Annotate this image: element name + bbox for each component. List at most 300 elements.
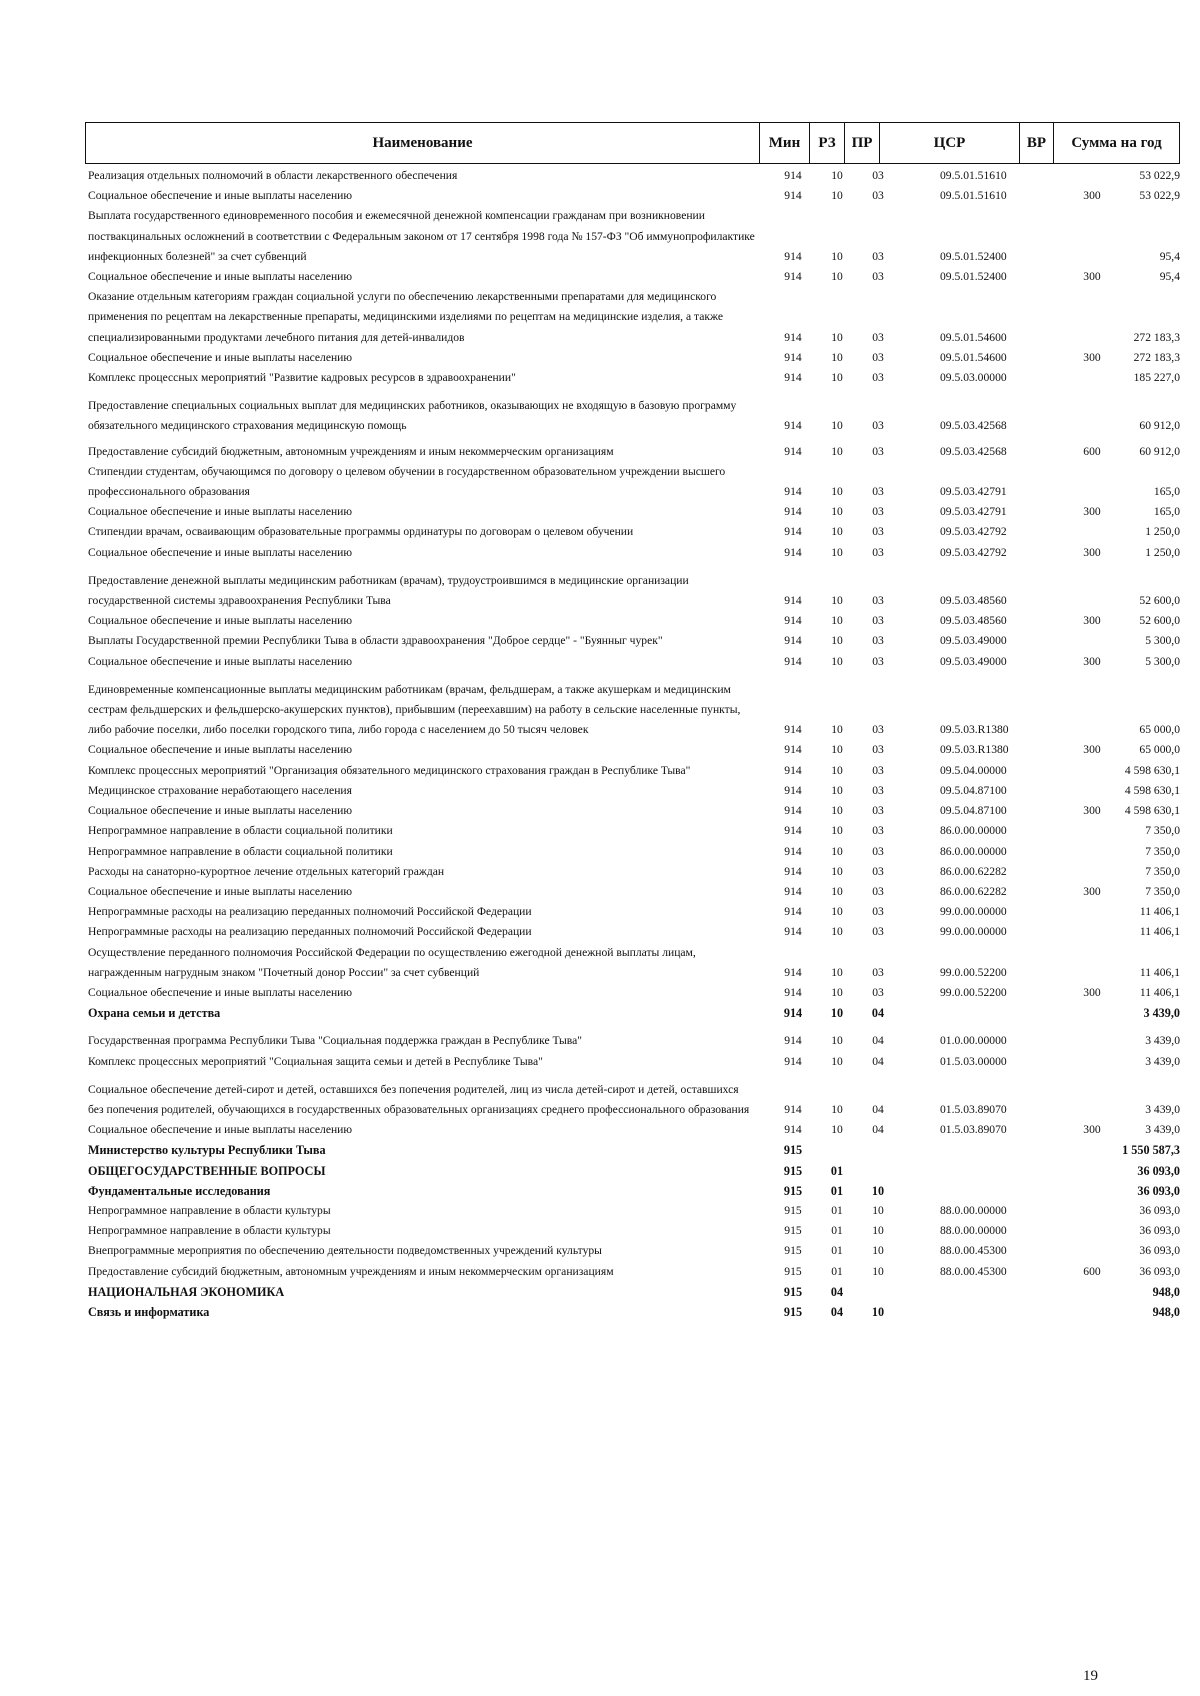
row-name: Внепрограммные мероприятия по обеспечению деятельности подведомственных учреждений культуры [88, 1244, 602, 1258]
row-sum: 36 093,0 [1139, 1224, 1180, 1238]
row-sum: 65 000,0 [1139, 723, 1180, 737]
row-rz: 10 [831, 505, 843, 519]
row-min: 914 [784, 824, 802, 838]
row-min: 914 [784, 783, 802, 797]
row-sum: 60 912,0 [1139, 419, 1180, 433]
table-row [85, 1302, 1180, 1322]
row-sum: 7 350,0 [1145, 864, 1180, 878]
row-min: 914 [784, 485, 802, 499]
row-sum: 948,0 [1152, 1284, 1180, 1299]
row-name: Социальное обеспечение и иные выплаты населению [88, 804, 353, 818]
row-name: Социальное обеспечение и иные выплаты населению [88, 884, 353, 898]
row-rz: 10 [831, 525, 843, 539]
row-pr: 10 [871, 1183, 885, 1198]
row-min: 914 [784, 249, 802, 263]
row-min: 914 [784, 419, 802, 433]
row-rz: 10 [831, 169, 843, 182]
row-csr: 09.5.01.52400 [940, 249, 1007, 263]
row-min: 914 [784, 545, 802, 559]
row-sum: 52 600,0 [1139, 594, 1180, 608]
row-pr: 10 [872, 1244, 884, 1258]
row-rz: 10 [831, 419, 843, 433]
row-rz: 10 [831, 1102, 843, 1116]
row-rz: 10 [831, 654, 843, 668]
row-pr: 10 [871, 1304, 885, 1319]
row-pr: 04 [872, 1034, 884, 1048]
row-pr: 03 [872, 270, 884, 284]
table-row [85, 652, 1180, 672]
row-csr: 99.0.00.52200 [940, 985, 1007, 999]
table-row [85, 1031, 1180, 1051]
row-pr: 03 [872, 743, 884, 757]
table-row [85, 571, 1180, 611]
row-csr: 86.0.00.00000 [940, 824, 1007, 838]
table-row [85, 1140, 1180, 1160]
table-row [85, 902, 1180, 922]
row-csr: 86.0.00.62282 [940, 884, 1007, 898]
row-rz: 10 [831, 545, 843, 559]
row-name: Расходы на санаторно-курортное лечение отдельных категорий граждан [88, 864, 445, 878]
table-row [85, 267, 1180, 287]
row-vr: 300 [1083, 1123, 1101, 1137]
row-name: Социальное обеспечение и иные выплаты населению [88, 654, 353, 668]
row-csr: 09.5.04.00000 [940, 763, 1007, 777]
header-rz: РЗ [809, 123, 844, 163]
row-csr: 01.0.00.00000 [940, 1034, 1007, 1048]
table-row [85, 862, 1180, 882]
row-sum: 272 183,3 [1133, 350, 1180, 364]
row-pr: 03 [872, 485, 884, 499]
row-csr: 09.5.01.51610 [940, 169, 1007, 182]
row-pr: 03 [872, 925, 884, 939]
row-min: 915 [783, 1143, 803, 1158]
row-name: Непрограммное направление в области социальной политики [88, 844, 393, 858]
row-sum: 11 406,1 [1139, 925, 1180, 939]
row-rz: 10 [831, 763, 843, 777]
row-csr: 86.0.00.00000 [940, 844, 1007, 858]
row-sum: 11 406,1 [1139, 905, 1180, 919]
row-min: 914 [784, 763, 802, 777]
row-name: Предоставление денежной выплаты медицинским работникам (врачам), трудоустроившимся в медицинские организации государственной системы здравоохранения Республики Тыва [88, 573, 689, 608]
row-sum: 11 406,1 [1139, 965, 1180, 979]
row-rz: 10 [831, 371, 843, 385]
row-vr: 300 [1083, 985, 1101, 999]
row-name: Оказание отдельным категориям граждан социальной услуги по обеспечению лекарственными препаратами для медицинского применения по рецептам на лекарственные препараты, медицинскими изделиями по рецептам на медицинские изделия, а также специализированными продуктами лечебного питания для детей-инвалидов [88, 290, 723, 344]
row-vr: 300 [1083, 804, 1101, 818]
table-row [85, 882, 1180, 902]
row-vr: 300 [1083, 654, 1101, 668]
row-sum: 5 300,0 [1145, 634, 1180, 648]
row-name: Социальное обеспечение и иные выплаты населению [88, 350, 353, 364]
row-min: 914 [784, 654, 802, 668]
row-sum: 1 250,0 [1145, 525, 1180, 539]
row-rz: 10 [831, 594, 843, 608]
header-min: Мин [759, 123, 809, 163]
row-pr: 03 [872, 634, 884, 648]
table-row [85, 1262, 1180, 1282]
row-name: Социальное обеспечение и иные выплаты населению [88, 1123, 353, 1137]
row-sum: 7 350,0 [1145, 844, 1180, 858]
table-row [85, 1003, 1180, 1023]
row-sum: 1 550 587,3 [1122, 1143, 1180, 1158]
row-pr: 03 [872, 419, 884, 433]
row-sum: 185 227,0 [1133, 371, 1180, 385]
row-csr: 09.5.03.42792 [940, 525, 1007, 539]
row-name: Государственная программа Республики Тыва "Социальная поддержка граждан в Республике Тыва" [88, 1034, 583, 1048]
row-rz: 10 [831, 485, 843, 499]
table-header [85, 122, 1180, 164]
row-csr: 09.5.03.49000 [940, 654, 1007, 668]
row-rz: 10 [831, 804, 843, 818]
row-csr: 09.5.01.54600 [940, 330, 1007, 344]
row-sum: 165,0 [1153, 505, 1180, 519]
row-name: Непрограммное направление в области культуры [88, 1203, 331, 1217]
row-csr: 01.5.03.89070 [940, 1102, 1007, 1116]
row-name: Реализация отдельных полномочий в области лекарственного обеспечения [88, 169, 458, 182]
row-name: Социальное обеспечение и иные выплаты населению [88, 270, 353, 284]
row-min: 914 [784, 1102, 802, 1116]
row-sum: 3 439,0 [1145, 1054, 1180, 1068]
row-min: 914 [784, 505, 802, 519]
row-pr: 03 [872, 371, 884, 385]
row-sum: 65 000,0 [1139, 743, 1180, 757]
table-row [85, 522, 1180, 542]
row-name: Социальное обеспечение и иные выплаты населению [88, 743, 353, 757]
table-row [85, 801, 1180, 821]
row-sum: 52 600,0 [1139, 614, 1180, 628]
row-sum: 272 183,3 [1133, 330, 1180, 344]
row-csr: 09.5.03.48560 [940, 614, 1007, 628]
row-name: Комплекс процессных мероприятий "Социальная защита семьи и детей в Республике Тыва" [88, 1054, 543, 1068]
row-name: Охрана семьи и детства [88, 1006, 221, 1021]
row-rz: 10 [831, 330, 843, 344]
row-rz: 10 [831, 1123, 843, 1137]
table-row [85, 396, 1180, 436]
row-sum: 60 912,0 [1139, 444, 1180, 458]
table-row [85, 1241, 1180, 1261]
row-name: Связь и информатика [88, 1304, 210, 1319]
row-pr: 03 [872, 844, 884, 858]
row-name: Предоставление субсидий бюджетным, автономным учреждениям и иным некоммерческим организациям [88, 444, 614, 458]
row-csr: 09.5.03.42792 [940, 545, 1007, 559]
row-pr: 10 [872, 1224, 884, 1238]
row-pr: 03 [872, 804, 884, 818]
row-csr: 09.5.03.48560 [940, 594, 1007, 608]
row-min: 914 [784, 864, 802, 878]
row-csr: 09.5.01.52400 [940, 270, 1007, 284]
table-row [85, 206, 1180, 267]
row-rz: 10 [831, 925, 843, 939]
row-pr: 03 [872, 444, 884, 458]
header-csr: ЦСР [879, 123, 1019, 163]
row-name: Непрограммное направление в области культуры [88, 1224, 331, 1238]
row-pr: 04 [872, 1123, 884, 1137]
table-row [85, 983, 1180, 1003]
row-pr: 04 [871, 1006, 885, 1021]
header-pr: ПР [844, 123, 879, 163]
row-name: Социальное обеспечение детей-сирот и детей, оставшихся без попечения родителей, лиц из числа детей-сирот и детей, оставшихся без попечения родителей, обучающихся в государственных образовательных организациях среднего профессионального образования [88, 1082, 750, 1116]
row-rz: 10 [831, 743, 843, 757]
row-csr: 09.5.01.54600 [940, 350, 1007, 364]
row-rz: 04 [830, 1284, 844, 1299]
header-vr: ВР [1019, 123, 1053, 163]
row-min: 914 [784, 1123, 802, 1137]
row-min: 915 [784, 1224, 802, 1238]
row-vr: 300 [1083, 270, 1101, 284]
row-csr: 09.5.03.00000 [940, 371, 1007, 385]
row-pr: 04 [872, 1054, 884, 1068]
row-csr: 09.5.04.87100 [940, 804, 1007, 818]
row-min: 915 [784, 1244, 802, 1258]
row-min: 915 [783, 1163, 803, 1178]
row-min: 914 [784, 350, 802, 364]
row-sum: 4 598 630,1 [1124, 804, 1180, 818]
row-min: 915 [784, 1203, 802, 1217]
table-row [85, 1221, 1180, 1241]
row-pr: 03 [872, 763, 884, 777]
row-vr: 300 [1083, 614, 1101, 628]
row-min: 915 [784, 1264, 802, 1278]
page-number: 19 [1083, 1668, 1098, 1684]
row-name: НАЦИОНАЛЬНАЯ ЭКОНОМИКА [88, 1284, 285, 1299]
row-min: 914 [784, 985, 802, 999]
row-min: 914 [784, 169, 802, 182]
row-vr: 600 [1083, 444, 1101, 458]
row-pr: 03 [872, 864, 884, 878]
row-rz: 10 [831, 249, 843, 263]
table-row [85, 502, 1180, 522]
table-row [85, 1052, 1180, 1072]
row-rz: 10 [831, 864, 843, 878]
row-rz: 10 [831, 905, 843, 919]
row-rz: 10 [831, 824, 843, 838]
header-name: Наименование [372, 135, 473, 151]
row-min: 914 [784, 743, 802, 757]
table-row [85, 781, 1180, 801]
row-name: Социальное обеспечение и иные выплаты населению [88, 614, 353, 628]
row-name: Предоставление субсидий бюджетным, автономным учреждениям и иным некоммерческим организациям [88, 1264, 614, 1278]
row-sum: 5 300,0 [1145, 654, 1180, 668]
row-pr: 03 [872, 350, 884, 364]
row-csr: 99.0.00.00000 [940, 925, 1007, 939]
row-csr: 99.0.00.52200 [940, 965, 1007, 979]
table-row [85, 442, 1180, 462]
row-min: 914 [784, 614, 802, 628]
row-csr: 09.5.03.49000 [940, 634, 1007, 648]
row-pr: 03 [872, 723, 884, 737]
row-pr: 03 [872, 189, 884, 203]
row-vr: 300 [1083, 545, 1101, 559]
row-name: Предоставление специальных социальных выплат для медицинских работников, оказывающих не входящую в базовую программу обязательного медицинского страхования медицинскую помощь [88, 399, 737, 433]
row-sum: 7 350,0 [1145, 884, 1180, 898]
row-pr: 03 [872, 505, 884, 519]
row-name: Комплекс процессных мероприятий "Развитие кадровых ресурсов в здравоохранении" [88, 371, 516, 385]
table-row [85, 1201, 1180, 1221]
table-row [85, 680, 1180, 741]
table-row [85, 631, 1180, 651]
header-sum: Сумма на год [1053, 123, 1179, 163]
row-pr: 03 [872, 594, 884, 608]
row-sum: 4 598 630,1 [1124, 763, 1180, 777]
row-min: 914 [784, 965, 802, 979]
row-sum: 3 439,0 [1145, 1034, 1180, 1048]
row-pr: 03 [872, 824, 884, 838]
row-pr: 03 [872, 783, 884, 797]
row-min: 914 [784, 371, 802, 385]
table-row [85, 1282, 1180, 1302]
row-name: Социальное обеспечение и иные выплаты населению [88, 545, 353, 559]
row-csr: 09.5.04.87100 [940, 783, 1007, 797]
table-row [85, 368, 1180, 388]
row-vr: 300 [1083, 743, 1101, 757]
row-rz: 10 [831, 350, 843, 364]
row-name: Стипендии студентам, обучающимся по договору о целевом обучении в государственном образовательном учреждении высшего профессионального образования [88, 464, 726, 499]
row-sum: 3 439,0 [1143, 1006, 1180, 1021]
row-name: Выплата государственного единовременного пособия и ежемесячной денежной компенсации гражданам при возникновении поствакцинальных осложнений в соответствии с Федеральным законом от 17 сентября 1998 года № 157-ФЗ "Об иммунопрофилактике инфекционных болезней" за счет субвенций [88, 209, 755, 263]
table-row [85, 543, 1180, 563]
row-min: 914 [784, 330, 802, 344]
row-name: Осуществление переданного полномочия Российской Федерации по осуществлению ежегодной денежной выплаты лицам, награжденным нагрудным знаком "Почетный донор России" за счет субвенций [88, 945, 696, 979]
row-csr: 09.5.03.42568 [940, 444, 1007, 458]
table-row [85, 186, 1180, 206]
row-sum: 53 022,9 [1139, 169, 1180, 182]
table-row [85, 462, 1180, 502]
table-row [85, 761, 1180, 781]
row-pr: 10 [872, 1264, 884, 1278]
row-min: 914 [784, 444, 802, 458]
row-rz: 10 [831, 614, 843, 628]
row-vr: 300 [1083, 505, 1101, 519]
row-csr: 86.0.00.62282 [940, 864, 1007, 878]
row-rz: 10 [831, 783, 843, 797]
row-rz: 10 [831, 1034, 843, 1048]
row-min: 915 [783, 1304, 803, 1319]
row-csr: 09.5.03.42791 [940, 485, 1007, 499]
row-vr: 300 [1083, 350, 1101, 364]
row-rz: 10 [831, 965, 843, 979]
row-rz: 10 [831, 189, 843, 203]
table-row [85, 1161, 1180, 1181]
row-rz: 01 [831, 1264, 843, 1278]
row-rz: 04 [830, 1304, 844, 1319]
row-min: 914 [784, 189, 802, 203]
row-sum: 36 093,0 [1139, 1203, 1180, 1217]
row-name: Социальное обеспечение и иные выплаты населению [88, 189, 353, 203]
row-rz: 01 [831, 1244, 843, 1258]
row-rz: 01 [831, 1224, 843, 1238]
row-name: Стипендии врачам, осваивающим образовательные программы ординатуры по договорам о целевом обучении [88, 525, 634, 539]
table-row [85, 348, 1180, 368]
row-min: 914 [784, 804, 802, 818]
row-name: Комплекс процессных мероприятий "Организация обязательного медицинского страхования граждан в Республике Тыва" [88, 763, 691, 777]
row-sum: 36 093,0 [1137, 1183, 1180, 1198]
row-pr: 03 [872, 965, 884, 979]
row-pr: 03 [872, 249, 884, 263]
row-rz: 10 [831, 985, 843, 999]
row-pr: 10 [872, 1203, 884, 1217]
row-csr: 99.0.00.00000 [940, 905, 1007, 919]
row-sum: 53 022,9 [1139, 189, 1180, 203]
row-min: 914 [784, 525, 802, 539]
table-row [85, 821, 1180, 841]
table-row [85, 1080, 1180, 1120]
row-name: Социальное обеспечение и иные выплаты населению [88, 505, 353, 519]
row-vr: 300 [1083, 884, 1101, 898]
row-min: 914 [784, 884, 802, 898]
row-sum: 95,4 [1159, 249, 1180, 263]
row-min: 914 [783, 1006, 803, 1021]
table-row [85, 740, 1180, 760]
row-pr: 03 [872, 169, 884, 182]
row-min: 914 [784, 594, 802, 608]
row-min: 914 [784, 270, 802, 284]
row-csr: 01.5.03.89070 [940, 1123, 1007, 1137]
table-row [85, 287, 1180, 348]
row-sum: 11 406,1 [1139, 985, 1180, 999]
row-sum: 1 250,0 [1145, 545, 1180, 559]
row-min: 914 [784, 905, 802, 919]
row-csr: 88.0.00.00000 [940, 1203, 1007, 1217]
row-sum: 36 093,0 [1139, 1244, 1180, 1258]
row-rz: 10 [830, 1006, 844, 1021]
row-csr: 88.0.00.45300 [940, 1244, 1007, 1258]
row-vr: 300 [1083, 189, 1101, 203]
table-row [85, 1120, 1180, 1140]
table-body [85, 166, 1180, 1322]
row-name: Выплаты Государственной премии Республики Тыва в области здравоохранения "Доброе сердце" - "Буянныг чурек" [88, 634, 663, 648]
row-pr: 03 [872, 525, 884, 539]
row-pr: 03 [872, 545, 884, 559]
row-sum: 165,0 [1153, 485, 1180, 499]
row-csr: 01.5.03.00000 [940, 1054, 1007, 1068]
table-row [85, 1181, 1180, 1201]
row-min: 914 [784, 925, 802, 939]
row-csr: 88.0.00.00000 [940, 1224, 1007, 1238]
table-row [85, 922, 1180, 942]
row-sum: 3 439,0 [1145, 1123, 1180, 1137]
row-sum: 36 093,0 [1137, 1163, 1180, 1178]
row-rz: 10 [831, 844, 843, 858]
row-csr: 09.5.03.42568 [940, 419, 1007, 433]
row-min: 914 [784, 634, 802, 648]
table-row [85, 943, 1180, 983]
row-rz: 10 [831, 270, 843, 284]
row-min: 915 [783, 1284, 803, 1299]
row-sum: 4 598 630,1 [1124, 783, 1180, 797]
row-rz: 10 [831, 884, 843, 898]
row-name: Фундаментальные исследования [88, 1183, 271, 1198]
row-name: Непрограммные расходы на реализацию переданных полномочий Российской Федерации [88, 905, 532, 919]
row-min: 914 [784, 844, 802, 858]
row-sum: 948,0 [1152, 1304, 1180, 1319]
row-name: Непрограммные расходы на реализацию переданных полномочий Российской Федерации [88, 925, 532, 939]
row-name: Непрограммное направление в области социальной политики [88, 824, 393, 838]
row-pr: 03 [872, 330, 884, 344]
row-name: Социальное обеспечение и иные выплаты населению [88, 985, 353, 999]
row-rz: 10 [831, 444, 843, 458]
row-pr: 03 [872, 905, 884, 919]
row-rz: 10 [831, 1054, 843, 1068]
row-sum: 3 439,0 [1145, 1102, 1180, 1116]
row-name: ОБЩЕГОСУДАРСТВЕННЫЕ ВОПРОСЫ [88, 1163, 326, 1178]
row-pr: 03 [872, 654, 884, 668]
row-pr: 03 [872, 614, 884, 628]
table-row [85, 611, 1180, 631]
row-rz: 01 [830, 1163, 844, 1178]
row-csr: 09.5.03.R1380 [940, 723, 1009, 737]
row-rz: 01 [831, 1203, 843, 1217]
row-sum: 95,4 [1159, 270, 1180, 284]
